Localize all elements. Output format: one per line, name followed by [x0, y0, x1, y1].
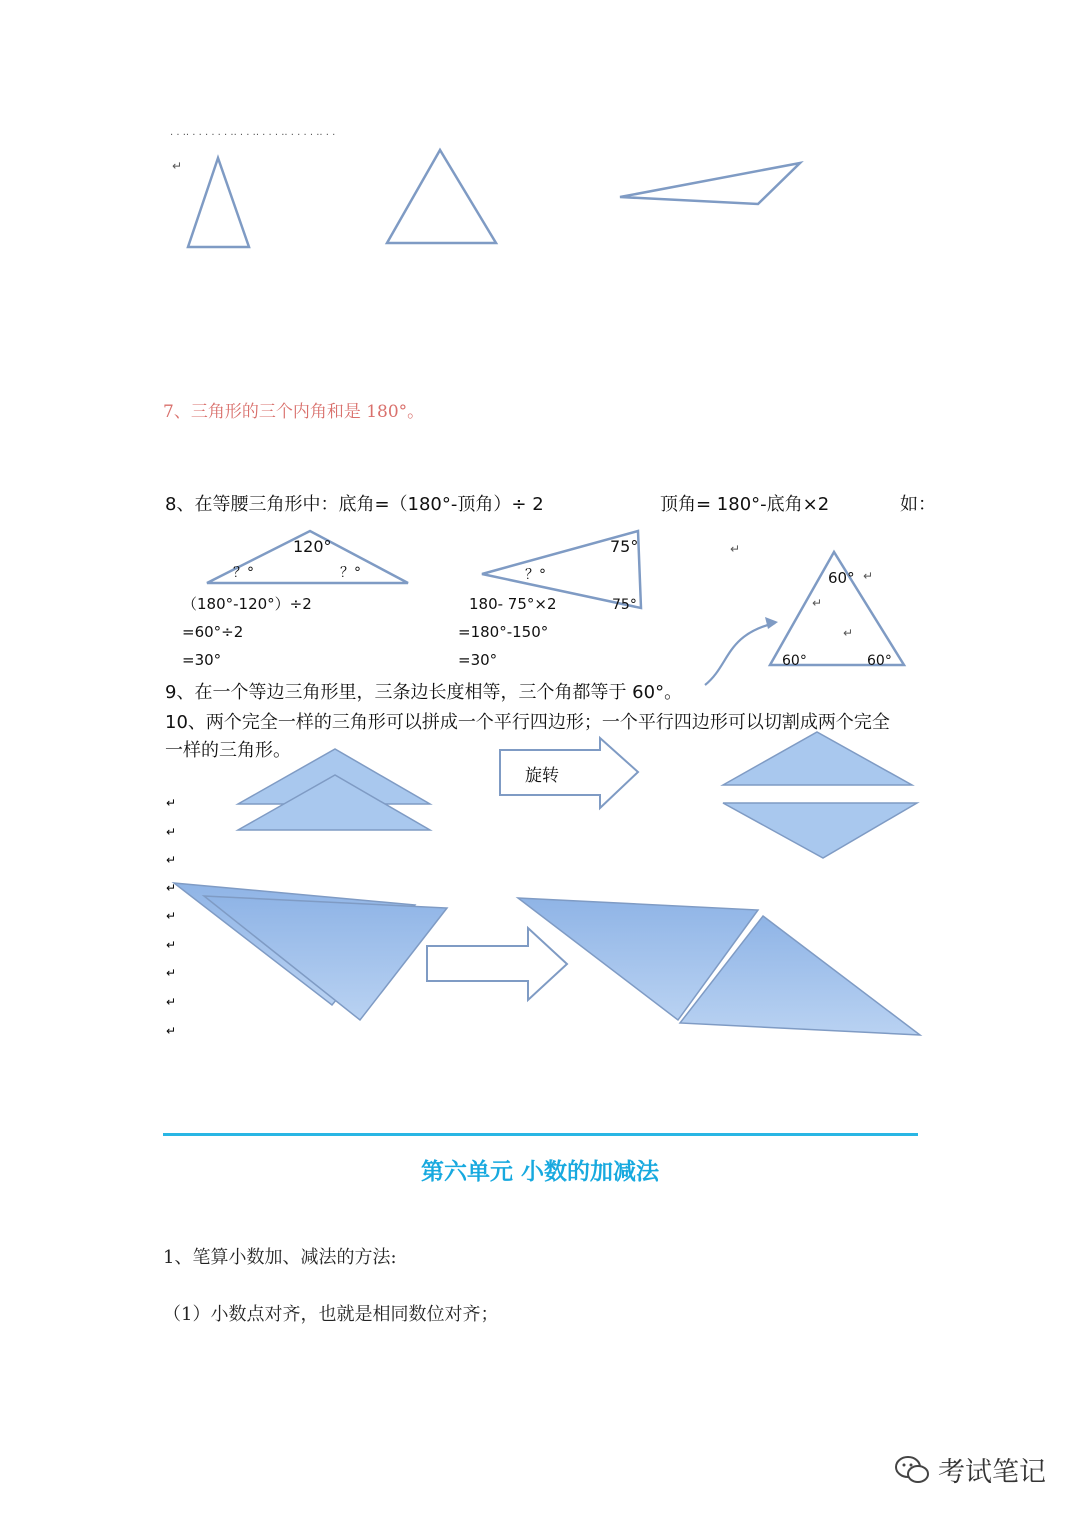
item-8-example-label: 如： — [900, 494, 936, 515]
equilateral-like-triangle — [387, 150, 496, 243]
ex1-top-angle: 120° — [293, 537, 332, 556]
return-mark: ↵ — [166, 1024, 177, 1038]
ex1-left-angle: ？° — [233, 565, 254, 581]
ex3-top-angle: 60° — [828, 569, 855, 587]
return-mark: ↵ — [863, 569, 874, 583]
ex2-step2: =180°-150° — [458, 623, 549, 641]
item-7-text: 7、三角形的三个内角和是 180°。 — [163, 402, 425, 422]
return-mark: ↵ — [812, 596, 823, 610]
return-mark: ↵ — [166, 881, 177, 895]
ex2-bottom-angle: 75° — [612, 597, 637, 613]
return-mark: ↵ — [166, 995, 177, 1009]
return-mark: ↵ — [166, 796, 177, 810]
downward-triangle — [723, 803, 917, 858]
upward-triangle — [723, 732, 912, 785]
return-mark: ↵ — [166, 825, 177, 839]
unit-title: 第六单元 小数的加减法 — [420, 1159, 659, 1185]
wechat-icon — [894, 1455, 930, 1485]
watermark-label: 考试笔记 — [938, 1457, 1046, 1488]
item-9-text: 9、在一个等边三角形里，三条边长度相等，三个角都等于 60°。 — [165, 682, 683, 703]
parallelogram-figure — [160, 730, 940, 1050]
rotate-arrow — [500, 738, 638, 808]
section-divider — [163, 1133, 918, 1136]
ex2-step1: 180- 75°×2 — [469, 595, 557, 613]
isosceles-examples-figure — [160, 525, 950, 675]
item-10-line2: 一样的三角形。 — [165, 740, 291, 761]
large-triangle-front — [204, 896, 447, 1020]
item-8-vertex-formula: 顶角= 180°-底角×2 — [660, 494, 830, 515]
ex2-left-angle: ？° — [525, 567, 546, 583]
return-mark: ↵ — [166, 909, 177, 923]
ex1-right-angle: ？° — [340, 565, 361, 581]
ex1-step2: =60°÷2 — [182, 623, 244, 641]
ex2-top-angle: 75° — [610, 537, 639, 556]
item-10-line1: 10、两个完全一样的三角形可以拼成一个平行四边形；一个平行四边形可以切割成两个完全 — [165, 712, 890, 733]
return-mark: ↵ — [730, 542, 741, 556]
return-mark: ↵ — [172, 159, 183, 173]
ex3-right-angle: 60° — [867, 653, 892, 669]
return-mark: ↵ — [843, 626, 854, 640]
item-8-heading: 8、在等腰三角形中：底角=（180°-顶角）÷ 2 — [165, 494, 544, 515]
ex1-step1: （180°-120°）÷2 — [182, 595, 312, 613]
acute-narrow-triangle — [188, 158, 249, 247]
ex2-step3: =30° — [458, 651, 498, 669]
top-triangles-figure — [160, 130, 830, 260]
cut-off-text-row: · · ·· · · · · · · ·· · · ·· · · · ·· · · · · ·· · · — [170, 130, 336, 141]
return-mark: ↵ — [166, 853, 177, 867]
obtuse-triangle — [620, 163, 800, 204]
right-arrow — [427, 928, 567, 1000]
curved-arrow — [705, 623, 775, 685]
ex3-left-angle: 60° — [782, 653, 807, 669]
paragraph-1: 1、笔算小数加、减法的方法: — [163, 1247, 397, 1268]
ex1-step3: =30° — [182, 651, 222, 669]
watermark — [894, 1450, 1046, 1489]
return-mark: ↵ — [166, 938, 177, 952]
rotate-label: 旋转 — [525, 766, 559, 786]
return-mark: ↵ — [166, 966, 177, 980]
curved-arrow-head — [765, 617, 778, 629]
paragraph-2: （1）小数点对齐，也就是相同数位对齐； — [163, 1304, 499, 1325]
